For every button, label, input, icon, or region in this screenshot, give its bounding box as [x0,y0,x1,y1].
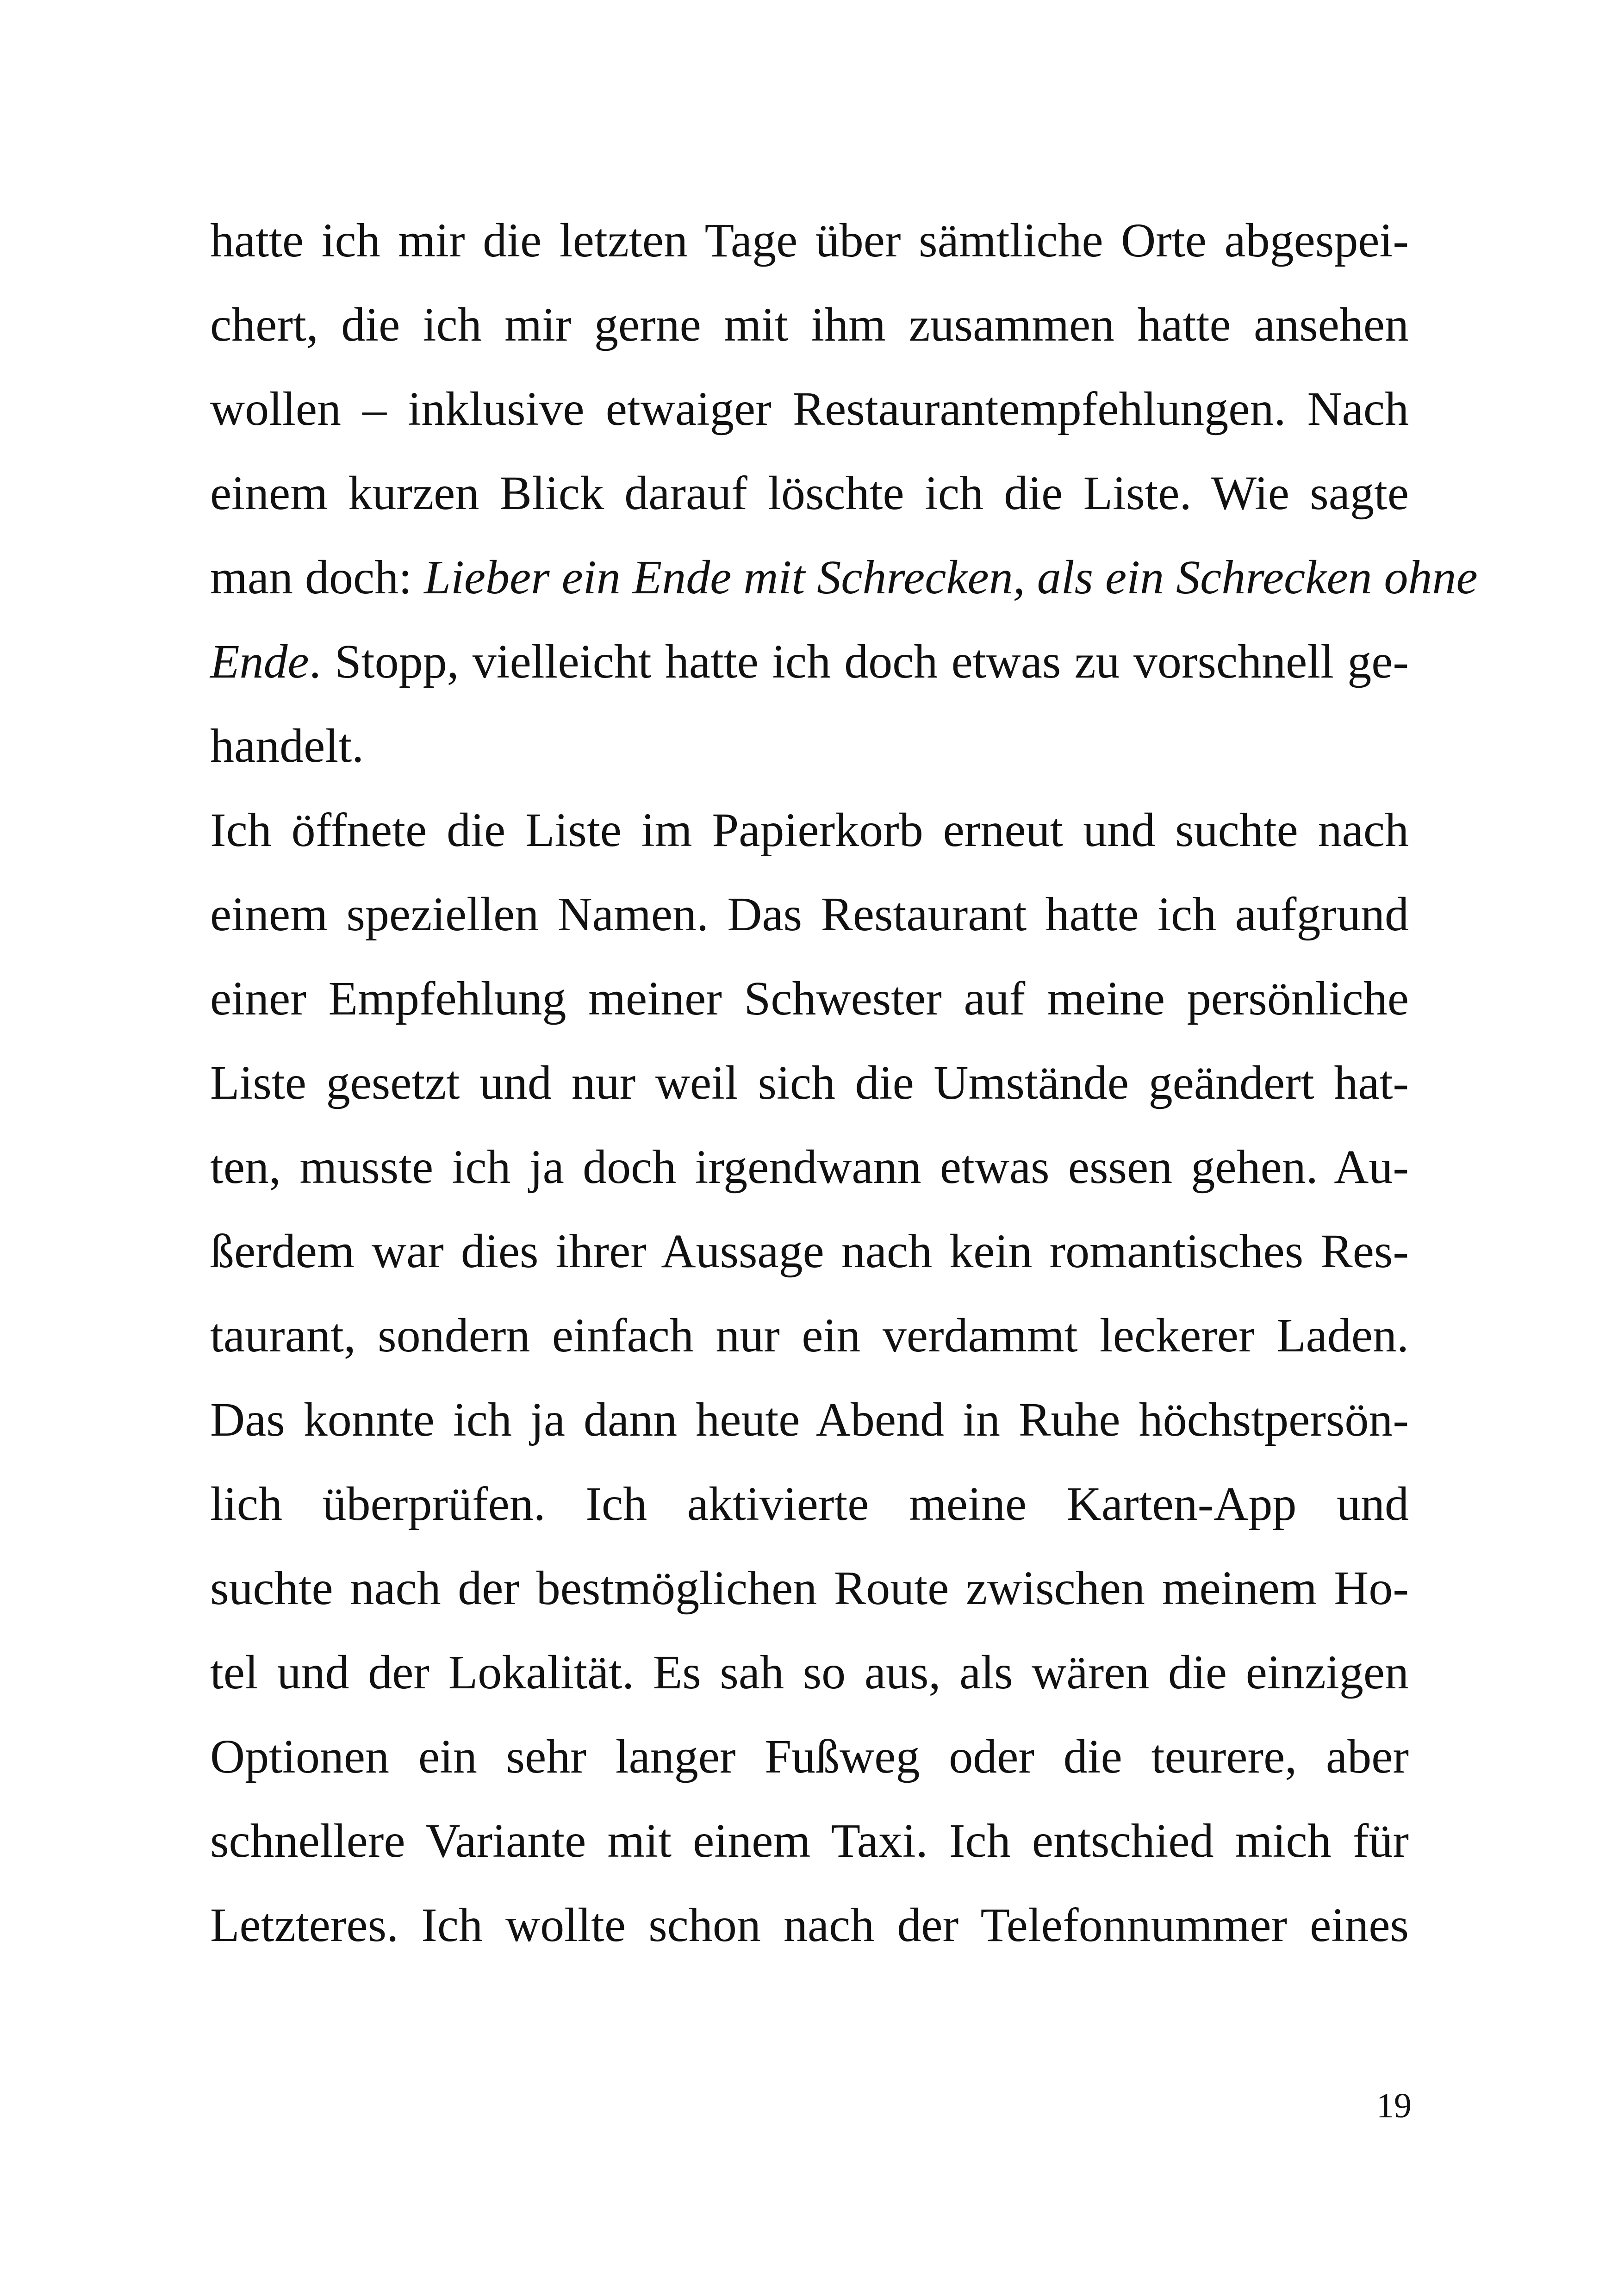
text-line: einem kurzen Blick darauf löschte ich die Liste. Wie sagte [210,467,1409,520]
italic-quote: Ende [210,635,309,688]
text-line: Ende. Stopp, vielleicht hatte ich doch etwas zu vorschnell ge- [210,635,1409,688]
text-line: wollen – inklusive etwaiger Restaurantempfehlungen. Nach [210,382,1409,436]
text-line: Das konnte ich ja dann heute Abend in Ruhe höchstpersön- [210,1393,1409,1446]
text-line: Optionen ein sehr langer Fußweg oder die teurere, aber [210,1730,1409,1783]
text-line: handelt. [210,719,364,772]
text-line: hatte ich mir die letzten Tage über sämtliche Orte abgespei- [210,214,1409,267]
text-line: man doch: Lieber ein Ende mit Schrecken, als ein Schrecken ohne [210,551,1478,604]
text-line: tel und der Lokalität. Es sah so aus, als wären die einzigen [210,1646,1409,1699]
text-line: Ich öffnete die Liste im Papierkorb erneut und suchte nach [210,803,1409,857]
italic-quote: Lieber ein Ende mit Schrecken, als ein Schrecken ohne [424,551,1478,604]
text-line: suchte nach der bestmöglichen Route zwischen meinem Ho- [210,1562,1409,1615]
text-line: taurant, sondern einfach nur ein verdammt leckerer Laden. [210,1309,1409,1362]
text-line: einem speziellen Namen. Das Restaurant hatte ich aufgrund [210,888,1409,941]
text-line: Liste gesetzt und nur weil sich die Umstände geändert hat- [210,1056,1409,1109]
text-line: ten, musste ich ja doch irgendwann etwas essen gehen. Au- [210,1140,1409,1194]
text-line: einer Empfehlung meiner Schwester auf meine persönliche [210,972,1409,1025]
text-line: lich überprüfen. Ich aktivierte meine Karten-App und [210,1477,1409,1531]
page-number: 19 [1376,2086,1412,2125]
text-line: schnellere Variante mit einem Taxi. Ich entschied mich für [210,1814,1409,1867]
body-text [210,211,1478,1979]
text-line: ßerdem war dies ihrer Aussage nach kein romantisches Res- [210,1225,1409,1278]
text-line: chert, die ich mir gerne mit ihm zusammen hatte ansehen [210,298,1409,351]
text-line: Letzteres. Ich wollte schon nach der Telefonnummer eines [210,1898,1409,1952]
